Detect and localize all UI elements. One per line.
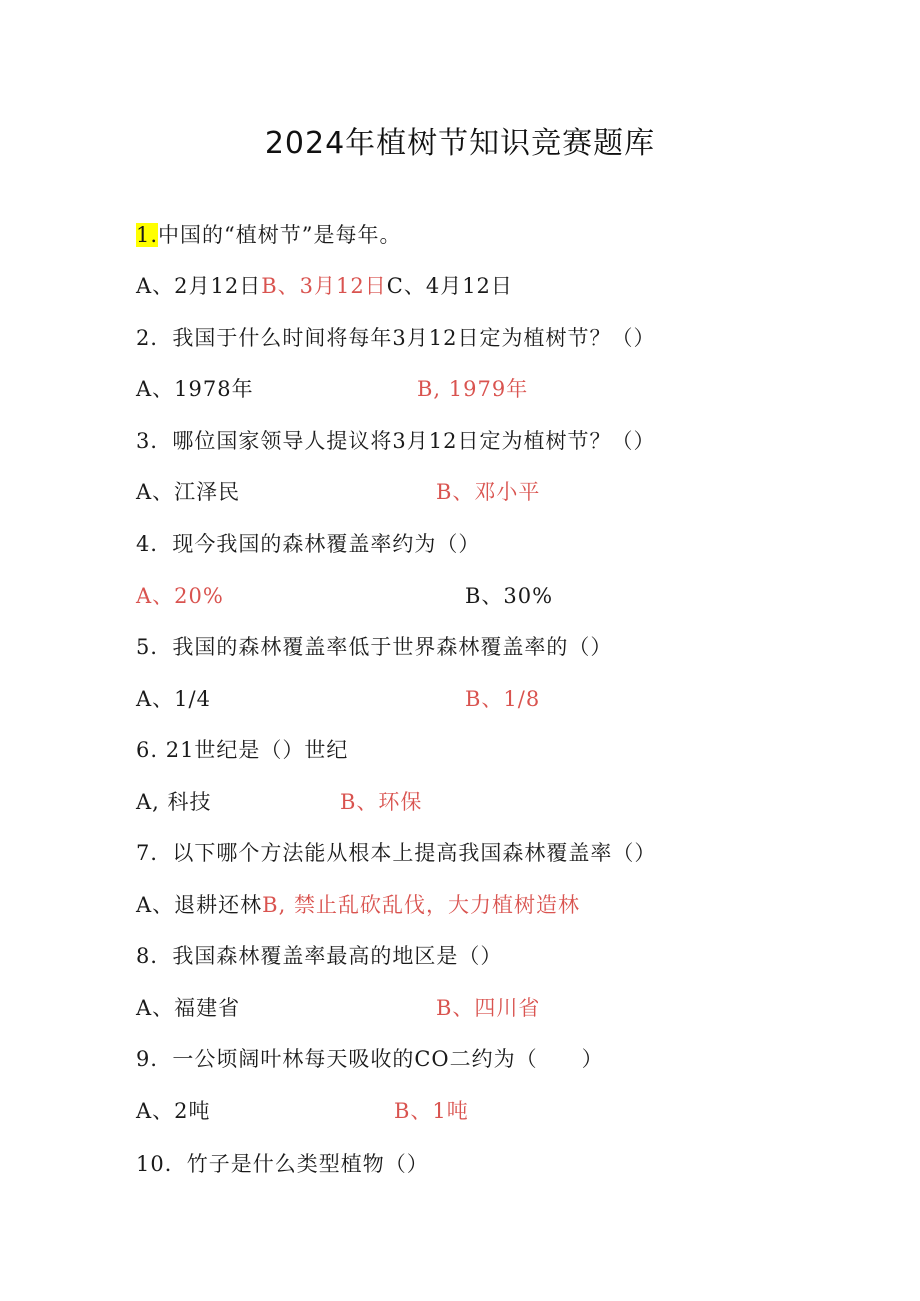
- option-b-answer: B、邓小平: [436, 480, 541, 504]
- question-6: 6. 21世纪是（）世纪: [136, 738, 349, 762]
- option-b: B、30%: [465, 584, 554, 608]
- options-3: [136, 477, 541, 507]
- options-4: [136, 581, 554, 611]
- option-a: A、退耕还林: [136, 893, 263, 917]
- option-b-answer: B, 1979年: [417, 377, 529, 401]
- question-4: 4．现今我国的森林覆盖率约为（）: [136, 532, 481, 556]
- options-8: [136, 993, 541, 1023]
- options-5: [136, 684, 541, 714]
- option-b-answer: B、3月12日: [261, 274, 387, 298]
- options-2: [136, 374, 529, 404]
- option-b-answer: B、1/8: [465, 687, 541, 711]
- option-c: C、4月12日: [386, 274, 513, 298]
- question-3: 3．哪位国家领导人提议将3月12日定为植树节？（）: [136, 429, 656, 453]
- option-a: A, 科技: [136, 790, 212, 814]
- question-9: 9．一公顷阔叶林每天吸收的CO二约为（ ）: [136, 1047, 604, 1071]
- question-5: 5．我国的森林覆盖率低于世界森林覆盖率的（）: [136, 635, 613, 659]
- option-b-answer: B、四川省: [436, 996, 541, 1020]
- options-9: [136, 1096, 469, 1126]
- question-8: 8．我国森林覆盖率最高的地区是（）: [136, 944, 503, 968]
- option-a: A、江泽民: [136, 480, 241, 504]
- question-7: 7．以下哪个方法能从根本上提高我国森林覆盖率（）: [136, 841, 657, 865]
- option-a: A、2吨: [136, 1099, 211, 1123]
- page-title: 2024年植树节知识竞赛题库: [264, 126, 656, 161]
- option-a: A、1978年: [136, 377, 254, 401]
- options-7: [136, 890, 580, 920]
- option-b-answer: B, 禁止乱砍乱伐，大力植树造林: [262, 893, 580, 917]
- question-number-highlight: 1.: [136, 223, 159, 247]
- options-1: [136, 271, 513, 301]
- option-a: A、2月12日: [136, 274, 262, 298]
- option-b-answer: B、1吨: [394, 1099, 469, 1123]
- question-text: 中国的“植树节”是每年。: [158, 223, 402, 247]
- options-6: [136, 787, 423, 817]
- question-1: [136, 220, 402, 250]
- option-a-answer: A、20%: [136, 584, 224, 608]
- question-2: 2．我国于什么时间将每年3月12日定为植树节？（）: [136, 326, 656, 350]
- option-a: A、1/4: [136, 687, 211, 711]
- option-a: A、福建省: [136, 996, 241, 1020]
- question-10: 10．竹子是什么类型植物（）: [136, 1152, 429, 1176]
- option-b-answer: B、环保: [340, 790, 423, 814]
